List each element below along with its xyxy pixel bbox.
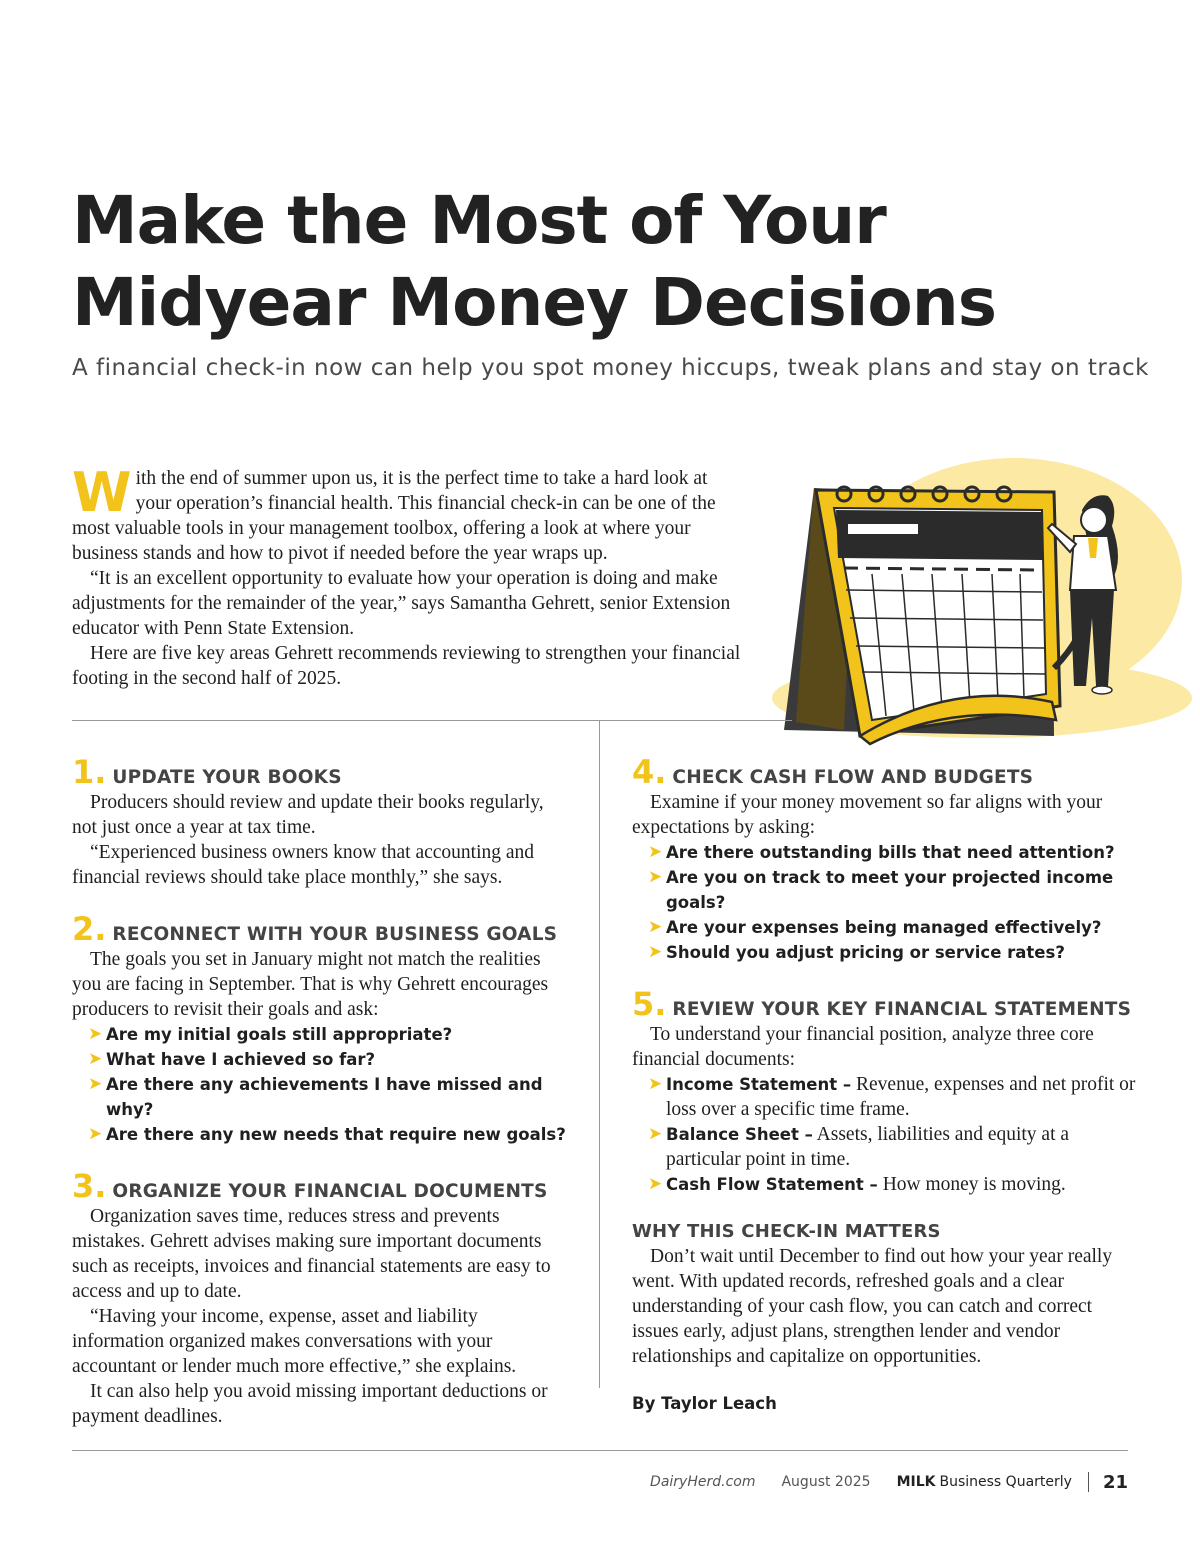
section-number: 3. xyxy=(72,1167,107,1205)
chevron-right-icon: ➤ xyxy=(648,867,663,887)
chevron-right-icon: ➤ xyxy=(88,1024,103,1044)
list-item: ➤ Are your expenses being managed effectively? xyxy=(648,915,1142,940)
footer-separator xyxy=(1088,1472,1089,1492)
section-2-paragraph: The goals you set in January might not match the realities you are facing in September. That is why Gehrett encourages producers to revisit their goals and ask: xyxy=(72,949,549,1020)
article-subtitle: A financial check-in now can help you spot money hiccups, tweak plans and stay on track xyxy=(72,355,1149,381)
list-item: ➤ Are you on track to meet your projected income goals? xyxy=(648,867,1114,912)
section-number: 2. xyxy=(72,910,107,948)
why-paragraph: Don’t wait until December to find out how your year really went. With updated records, refreshed goals and a clear understanding of your cash flow, you can catch and correct issues early, adjust plans, strengthen lender and vendor relationships and capitalize on opportunities. xyxy=(632,1246,1113,1367)
section-title: RECONNECT WITH YOUR BUSINESS GOALS xyxy=(112,924,558,945)
section-title: ORGANIZE YOUR FINANCIAL DOCUMENTS xyxy=(112,1181,548,1202)
statement-list xyxy=(632,1072,1142,1197)
calendar-illustration xyxy=(752,440,1192,750)
section-3-paragraph: Organization saves time, reduces stress and prevents mistakes. Gehrett advises making sure important documents such as receipts, invoices and financial statements are easy to access and up to date. xyxy=(72,1206,551,1302)
chevron-right-icon: ➤ xyxy=(648,1174,663,1194)
list-item: ➤ Are my initial goals still appropriate? xyxy=(88,1022,572,1047)
question-list xyxy=(72,1022,572,1147)
footer-magazine-brand: MILK xyxy=(896,1474,936,1490)
column-divider xyxy=(599,720,600,1388)
byline: By Taylor Leach xyxy=(632,1394,777,1413)
intro-text xyxy=(72,461,742,691)
footer-magazine-name: Business Quarterly xyxy=(939,1474,1072,1490)
section-2-heading xyxy=(72,912,572,947)
page-footer xyxy=(650,1470,1128,1494)
section-4-heading xyxy=(632,755,1142,790)
section-1-paragraph: “Experienced business owners know that accounting and financial reviews should take place monthly,” she says. xyxy=(72,842,535,888)
section-1-heading xyxy=(72,755,572,790)
question-list xyxy=(632,840,1142,965)
section-title: UPDATE YOUR BOOKS xyxy=(112,767,342,788)
list-item: ➤ Should you adjust pricing or service rates? xyxy=(648,940,1142,965)
intro-paragraph-1: ith the end of summer upon us, it is the perfect time to take a hard look at your operation’s financial health. This financial check-in can be one of the most valuable tools in your management toolbox, offering a look at where your business stands and how to pivot if needed before the year wraps up. xyxy=(72,468,716,564)
footer-site: DairyHerd.com xyxy=(650,1474,756,1490)
list-item: ➤ Are there outstanding bills that need attention? xyxy=(648,840,1142,865)
section-number: 5. xyxy=(632,985,667,1023)
section-5-paragraph: To understand your financial position, analyze three core financial documents: xyxy=(632,1024,1094,1070)
section-number: 1. xyxy=(72,753,107,791)
horizontal-divider xyxy=(72,720,792,721)
page-number: 21 xyxy=(1102,1471,1128,1493)
chevron-right-icon: ➤ xyxy=(648,1124,663,1144)
chevron-right-icon: ➤ xyxy=(648,942,663,962)
article-title: Make the Most of Your Midyear Money Decisions xyxy=(72,182,996,341)
list-item: ➤ Are there any new needs that require new goals? xyxy=(88,1122,572,1147)
drop-cap: W xyxy=(72,461,132,524)
section-title: REVIEW YOUR KEY FINANCIAL STATEMENTS xyxy=(672,999,1132,1020)
section-4-paragraph: Examine if your money movement so far aligns with your expectations by asking: xyxy=(632,792,1103,838)
chevron-right-icon: ➤ xyxy=(88,1124,103,1144)
footer-divider xyxy=(72,1450,1128,1451)
section-title: CHECK CASH FLOW AND BUDGETS xyxy=(672,767,1034,788)
list-item: ➤ Balance Sheet – Assets, liabilities and equity at a particular point in time. xyxy=(648,1124,1070,1170)
intro-paragraph-2: “It is an excellent opportunity to evaluate how your operation is doing and make adjustments for the remainder of the year,” says Samantha Gehrett, senior Extension educator with Penn State Extension. xyxy=(72,568,731,639)
intro-paragraph-3: Here are five key areas Gehrett recommends reviewing to strengthen your financial footing in the second half of 2025. xyxy=(72,643,741,689)
section-number: 4. xyxy=(632,753,667,791)
left-column xyxy=(72,755,572,1429)
footer-date: August 2025 xyxy=(781,1474,871,1490)
section-1-paragraph: Producers should review and update their books regularly, not just once a year at tax time. xyxy=(72,792,544,838)
list-item: ➤ Income Statement – Revenue, expenses and net profit or loss over a specific time frame. xyxy=(648,1074,1136,1120)
list-item: ➤ Are there any achievements I have missed and why? xyxy=(88,1074,543,1119)
right-column xyxy=(632,755,1142,1416)
chevron-right-icon: ➤ xyxy=(88,1074,103,1094)
list-item: ➤ What have I achieved so far? xyxy=(88,1047,572,1072)
chevron-right-icon: ➤ xyxy=(88,1049,103,1069)
section-3-heading xyxy=(72,1169,572,1204)
section-5-heading xyxy=(632,987,1142,1022)
chevron-right-icon: ➤ xyxy=(648,842,663,862)
chevron-right-icon: ➤ xyxy=(648,1074,663,1094)
list-item: ➤ Cash Flow Statement – How money is moving. xyxy=(648,1174,1066,1195)
chevron-right-icon: ➤ xyxy=(648,917,663,937)
section-3-paragraph: “Having your income, expense, asset and liability information organized makes conversations with your accountant or lender much more effective,” she explains. xyxy=(72,1306,517,1377)
sidebar-heading: WHY THIS CHECK-IN MATTERS xyxy=(632,1221,941,1242)
section-3-paragraph: It can also help you avoid missing important deductions or payment deadlines. xyxy=(72,1381,548,1427)
